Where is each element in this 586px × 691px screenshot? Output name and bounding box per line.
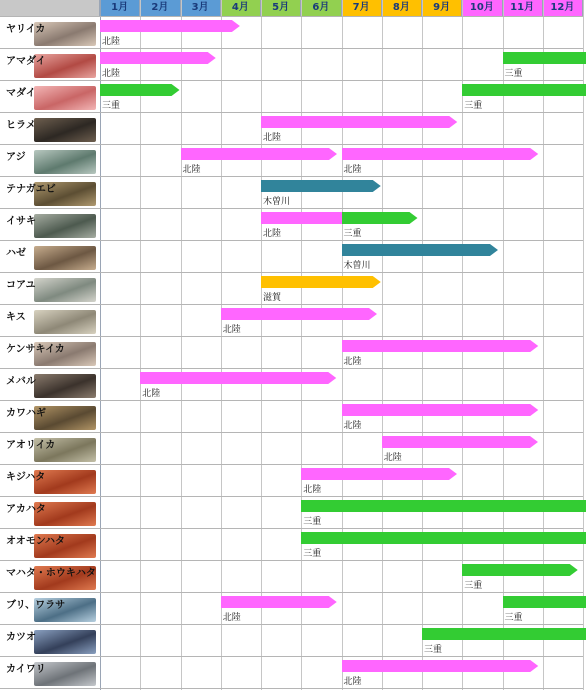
month-header: 3月 [181, 0, 221, 16]
month-gridline [261, 0, 262, 690]
month-header: 7月 [342, 0, 382, 16]
row-gridline [0, 80, 583, 81]
season-bar [140, 372, 336, 384]
row-gridline [0, 16, 583, 17]
fish-name: ブリ、ワラサ [6, 600, 66, 611]
season-bar [503, 52, 586, 64]
region-label: 三重 [464, 581, 483, 591]
row-gridline [0, 368, 583, 369]
region-label: 北陸 [102, 37, 121, 47]
month-gridline [583, 0, 584, 690]
fish-name: カイワリ [6, 664, 46, 675]
fish-name: マハタ・ホウキハタ [6, 568, 96, 579]
row-gridline [0, 176, 583, 177]
region-label: 北陸 [142, 389, 161, 399]
rockfish-photo [34, 374, 96, 398]
month-gridline [100, 0, 101, 690]
region-label: 三重 [504, 613, 523, 623]
ayu-photo [34, 278, 96, 302]
region-label: 北陸 [263, 229, 282, 239]
month-header: 2月 [140, 0, 180, 16]
season-bar [342, 212, 417, 224]
row-gridline [0, 496, 583, 497]
row-gridline [0, 560, 583, 561]
month-header: 10月 [462, 0, 502, 16]
month-header: 11月 [503, 0, 543, 16]
region-label: 北陸 [343, 421, 362, 431]
season-bar [342, 660, 538, 672]
region-label: 北陸 [303, 485, 322, 495]
region-label: 北陸 [343, 677, 362, 687]
season-bar [301, 500, 586, 512]
row-gridline [0, 400, 583, 401]
region-label: 木曽川 [343, 261, 371, 271]
region-label: 北陸 [222, 325, 241, 335]
fish-name: アオリイカ [6, 440, 56, 451]
row-gridline [0, 304, 583, 305]
season-bar [422, 628, 586, 640]
fish-name: テナガエビ [6, 184, 56, 195]
season-bar [342, 244, 498, 256]
season-bar [342, 404, 538, 416]
fish-name: オオモンハタ [6, 536, 65, 547]
month-header: 9月 [422, 0, 462, 16]
fish-name: ハゼ [6, 248, 26, 259]
month-gridline [301, 0, 302, 690]
fish-name: カワハギ [6, 408, 46, 419]
month-gridline [543, 0, 544, 690]
fish-name: アジ [6, 152, 26, 163]
row-gridline [0, 592, 583, 593]
region-label: 三重 [102, 101, 121, 111]
fish-name: マダイ [6, 88, 36, 99]
fish-name: アカハタ [6, 504, 46, 515]
horse-mackerel-photo [34, 150, 96, 174]
fish-name: コアユ [6, 280, 36, 291]
row-gridline [0, 656, 583, 657]
flounder-photo [34, 118, 96, 142]
row-gridline [0, 688, 583, 689]
season-bar [462, 84, 586, 96]
month-gridline [181, 0, 182, 690]
region-label: 三重 [303, 517, 322, 527]
season-bar [382, 436, 538, 448]
season-bar [261, 180, 381, 192]
row-gridline [0, 240, 583, 241]
region-label: 三重 [343, 229, 362, 239]
region-label: 北陸 [222, 613, 241, 623]
season-bar [462, 564, 578, 576]
grunt-photo [34, 214, 96, 238]
fish-name: ヤリイカ [6, 24, 46, 35]
fish-name: アマダイ [6, 56, 46, 67]
fish-name: カツオ [6, 632, 36, 643]
season-bar [342, 148, 538, 160]
month-gridline [221, 0, 222, 690]
row-gridline [0, 528, 583, 529]
fish-name: イサキ [6, 216, 36, 227]
region-label: 北陸 [182, 165, 201, 175]
month-header: 1月 [100, 0, 140, 16]
season-bar [301, 532, 586, 544]
region-label: 三重 [424, 645, 443, 655]
season-bar [100, 20, 240, 32]
row-gridline [0, 112, 583, 113]
fish-name: ケンサキイカ [6, 344, 65, 355]
region-label: 北陸 [343, 357, 362, 367]
season-bar [261, 116, 457, 128]
goby-photo [34, 246, 96, 270]
row-gridline [0, 48, 583, 49]
sillago-photo [34, 310, 96, 334]
month-header: 12月 [543, 0, 583, 16]
region-label: 木曽川 [263, 197, 291, 207]
region-label: 北陸 [343, 165, 362, 175]
season-bar [221, 308, 377, 320]
month-header: 4月 [221, 0, 261, 16]
header-corner [0, 0, 100, 16]
region-label: 北陸 [263, 133, 282, 143]
region-label: 北陸 [383, 453, 402, 463]
row-gridline [0, 336, 583, 337]
season-bar [342, 340, 538, 352]
season-bar [100, 52, 216, 64]
region-label: 三重 [464, 101, 483, 111]
season-bar [301, 468, 457, 480]
season-bar [503, 596, 586, 608]
row-gridline [0, 432, 583, 433]
red-sea-bream-photo [34, 86, 96, 110]
month-header: 8月 [382, 0, 422, 16]
month-header: 6月 [301, 0, 341, 16]
season-bar [261, 276, 381, 288]
region-label: 滋賀 [263, 293, 282, 303]
row-gridline [0, 208, 583, 209]
fish-name: キジハタ [6, 472, 46, 483]
region-label: 三重 [303, 549, 322, 559]
fish-name: キス [6, 312, 26, 323]
row-gridline [0, 464, 583, 465]
region-label: 三重 [504, 69, 523, 79]
fish-name: ヒラメ [6, 120, 36, 131]
bonito-photo [34, 630, 96, 654]
month-header: 5月 [261, 0, 301, 16]
row-gridline [0, 272, 583, 273]
month-gridline [140, 0, 141, 690]
row-gridline [0, 144, 583, 145]
season-bar [221, 596, 337, 608]
fish-name: メバル [6, 376, 36, 387]
season-bar [100, 84, 180, 96]
season-bar [181, 148, 337, 160]
region-label: 北陸 [102, 69, 121, 79]
row-gridline [0, 624, 583, 625]
